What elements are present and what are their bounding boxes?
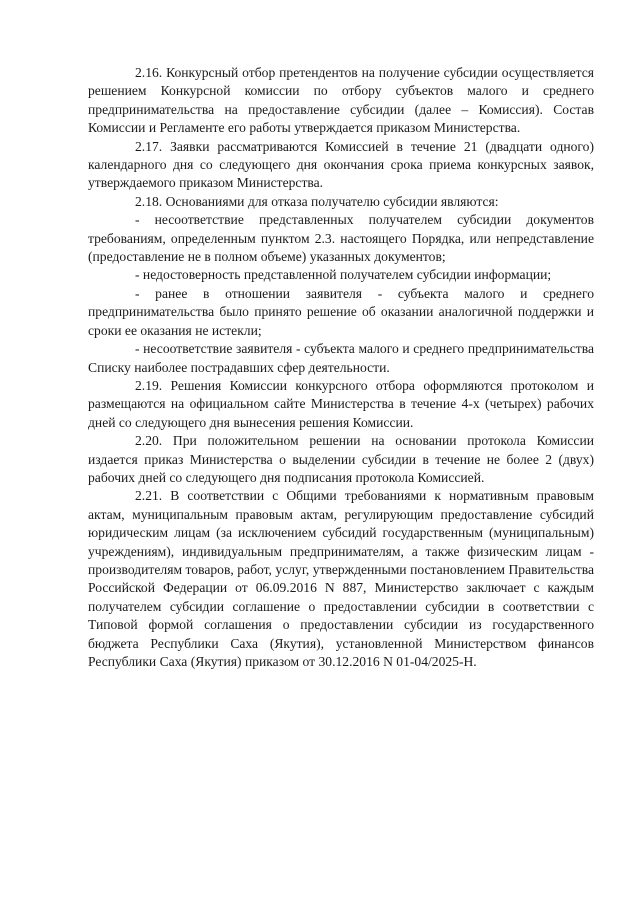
list-item-2-18-c: - ранее в отношении заявителя - субъекта малого и среднего предпринимательства было принято решение об оказании аналогичной поддержки и сроки ее оказания не истекли;: [88, 285, 594, 338]
list-item-2-18-d: - несоответствие заявителя - субъекта малого и среднего предпринимательства Списку наиболее пострадавших сфер деятельности.: [88, 341, 594, 375]
paragraph-2-21: 2.21. В соответствии с Общими требованиями к нормативным правовым актам, муниципальным правовым актам, регулирующим предоставление субсидий юридическим лицам (за исключением субсидий государственным (муниципальным) учреждениям), индивидуальным предпринимателям, а также физическим лицам - производителям товаров, работ, услуг, утвержденными постановлением Правительства Российской Федерации от 06.09.2016 N 887, Министерство заключает с каждым получателем субсидии соглашение о предоставлении субсидии в соответствии с Типовой формой соглашения о предоставлении субсидии из государственного бюджета Республики Саха (Якутия), установленной Министерством финансов Республики Саха (Якутия) приказом от 30.12.2016 N 01-04/2025-Н.: [88, 488, 594, 669]
paragraph-2-16: 2.16. Конкурсный отбор претендентов на получение субсидии осуществляется решением Конкурсной комиссии по отбору субъектов малого и среднего предпринимательства на предоставление субсидии (далее – Комиссия). Состав Комиссии и Регламенте его работы утверждается приказом Министерства.: [88, 65, 594, 136]
paragraph-2-20: 2.20. При положительном решении на основании протокола Комиссии издается приказ Министерства о выделении субсидии в течение не более 2 (двух) рабочих дней со следующего дня подписания протокола Комиссией.: [88, 433, 594, 485]
paragraph-2-19: 2.19. Решения Комиссии конкурсного отбора оформляются протоколом и размещаются на официальном сайте Министерства в течение 4-х (четырех) рабочих дней со следующего дня вынесения решения Комиссии.: [88, 377, 594, 430]
list-item-2-18-a: - несоответствие представленных получателем субсидии документов требованиям, определенным пунктом 2.3. настоящего Порядка, или непредставление (предоставление не в полном объеме) указанных документов;: [88, 212, 594, 265]
paragraph-2-17: 2.17. Заявки рассматриваются Комиссией в течение 21 (двадцати одного) календарного дня со следующего дня окончания срока приема конкурсных заявок, утверждаемого приказом Министерства.: [88, 138, 594, 191]
paragraph-2-18: 2.18. Основаниями для отказа получателю субсидии являются:: [135, 193, 499, 209]
document-body: [88, 64, 594, 671]
list-item-2-18-b: - недостоверность представленной получателем субсидии информации;: [135, 267, 552, 283]
